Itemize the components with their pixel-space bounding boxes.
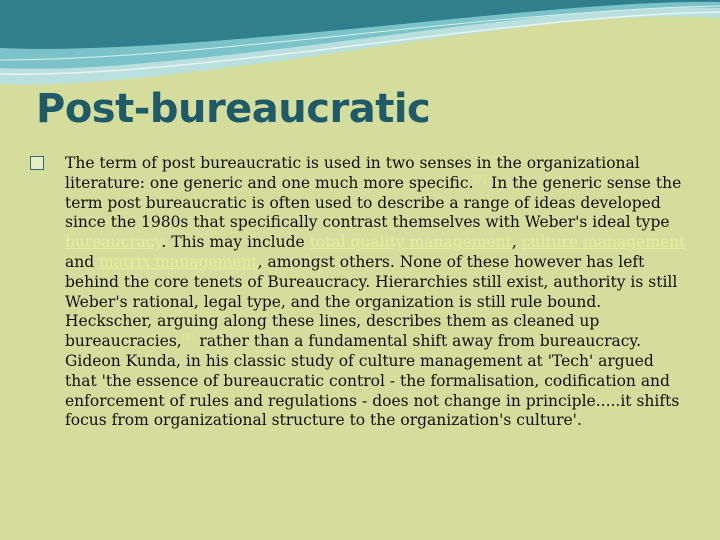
body-text: and xyxy=(65,252,100,271)
body-paragraph xyxy=(65,154,690,431)
body-text: , xyxy=(511,233,522,252)
body-text: The term of post bureaucratic is used in two senses in the organizational literature: one generic and one much more specific. xyxy=(65,154,640,192)
body-text: rather than a fundamental shift away from bureaucracy. Gideon Kunda, in his classic study of culture management at 'Tech' argued that 'the essence of bureaucratic control - the formalisation, codification and enforcement of rules and regulations - does not change in principle.....it shifts focus from organizational structure to the organization's culture'. xyxy=(65,332,680,430)
reference-8-link[interactable]: [8] xyxy=(181,333,195,344)
matrix-management-link[interactable]: matrix management xyxy=(99,252,258,271)
total-quality-management-link[interactable]: total quality management xyxy=(309,233,512,252)
bullet-box-icon xyxy=(30,156,44,170)
slide-title: Post-bureaucratic xyxy=(36,86,431,132)
header-wave-decoration xyxy=(0,0,720,90)
culture-management-link[interactable]: culture management xyxy=(521,233,686,252)
body-text: . This may include xyxy=(161,233,310,252)
bureaucracy-link[interactable]: bureaucracy xyxy=(65,233,162,252)
body-text: , amongst others. None of these however has left behind the core tenets of Bureaucracy. Hierarchies still exist, authority is still Weber's rational, legal type, and the organization is still rule bound. Heckscher, arguing along these lines, describes them as cleaned up bureaucracies, xyxy=(65,252,678,351)
body-text: In the generic sense the term post bureaucratic is often used to describe a range of ideas developed since the 1980s that specifically contrast themselves with Weber's ideal type xyxy=(65,173,682,232)
body-text-block xyxy=(30,154,690,431)
reference-7-link[interactable]: [7] xyxy=(473,174,487,185)
